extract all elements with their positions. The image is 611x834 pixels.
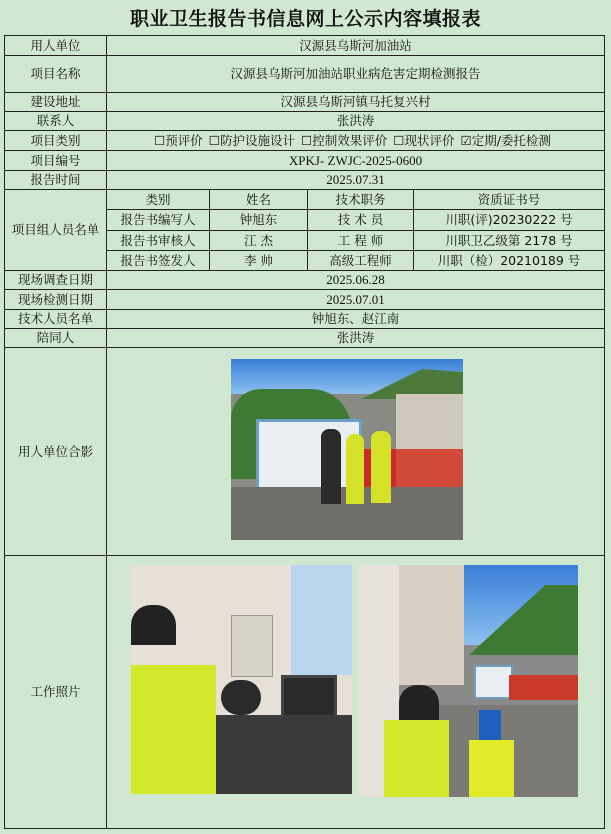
team-cell: 川职(评)20230222 号	[414, 210, 605, 231]
group-photo	[231, 359, 463, 540]
checkbox-icon[interactable]: ☐	[154, 132, 166, 148]
checkbox-icon[interactable]: ☐	[301, 132, 313, 148]
team-header: 技术职务	[308, 190, 414, 210]
category-option[interactable]	[301, 133, 387, 148]
team-label: 项目组人员名单	[5, 190, 107, 271]
category-options	[107, 131, 605, 151]
project-name-value: 汉源县乌斯河加油站职业病危害定期检测报告	[107, 56, 605, 93]
work-photo-indoor	[131, 565, 352, 794]
accompany-value: 张洪涛	[107, 329, 605, 348]
team-header: 姓名	[210, 190, 308, 210]
category-option-label: 预评价	[165, 132, 203, 148]
category-label: 项目类别	[5, 131, 107, 151]
category-option[interactable]	[209, 133, 295, 148]
team-cell: 报告书签发人	[107, 251, 210, 271]
team-cell: 高级工程师	[308, 251, 414, 271]
employer-label: 用人单位	[5, 36, 107, 56]
team-cell: 报告书编写人	[107, 210, 210, 231]
report-date-value: 2025.07.31	[107, 171, 605, 190]
team-cell: 川职卫乙级第 2178 号	[414, 231, 605, 251]
address-value: 汉源县乌斯河镇马托复兴村	[107, 93, 605, 112]
employer-value: 汉源县乌斯河加油站	[107, 36, 605, 56]
checkbox-icon[interactable]: ☐	[393, 132, 405, 148]
test-date-value: 2025.07.01	[107, 290, 605, 310]
team-cell: 江 杰	[210, 231, 308, 251]
technicians-label: 技术人员名单	[5, 310, 107, 329]
project-no-value: XPKJ- ZWJC-2025-0600	[107, 151, 605, 171]
contact-label: 联系人	[5, 112, 107, 131]
checked-box-icon[interactable]: ☑	[460, 132, 472, 148]
survey-date-label: 现场调查日期	[5, 271, 107, 290]
checkbox-icon[interactable]: ☐	[208, 132, 221, 148]
category-option[interactable]	[461, 133, 551, 148]
work-photos-label: 工作照片	[5, 556, 107, 829]
page-title: 职业卫生报告书信息网上公示内容填报表	[129, 8, 481, 30]
group-photo-label: 用人单位合影	[5, 348, 107, 556]
category-option[interactable]	[154, 133, 203, 148]
team-cell: 技 术 员	[308, 210, 414, 231]
category-option-label: 防护设施设计	[220, 132, 296, 148]
test-date-label: 现场检测日期	[5, 290, 107, 310]
project-no-label: 项目编号	[5, 151, 107, 171]
team-cell: 李 帅	[210, 251, 308, 271]
survey-date-value: 2025.06.28	[107, 271, 605, 290]
team-cell: 报告书审核人	[107, 231, 210, 251]
category-option[interactable]	[393, 133, 454, 148]
team-header: 类别	[107, 190, 210, 210]
category-option-label: 控制效果评价	[312, 132, 388, 148]
work-photo-outdoor	[359, 565, 578, 797]
report-date-label: 报告时间	[5, 171, 107, 190]
team-header: 资质证书号	[414, 190, 605, 210]
contact-value: 张洪涛	[107, 112, 605, 131]
address-label: 建设地址	[5, 93, 107, 112]
technicians-value: 钟旭东、赵江南	[107, 310, 605, 329]
team-cell: 工 程 师	[308, 231, 414, 251]
project-name-label: 项目名称	[5, 56, 107, 93]
team-cell: 川职（检）20210189 号	[414, 251, 605, 271]
team-cell: 钟旭东	[210, 210, 308, 231]
category-option-label: 现状评价	[404, 132, 455, 148]
category-option-label: 定期/委托检测	[471, 132, 551, 148]
accompany-label: 陪同人	[5, 329, 107, 348]
